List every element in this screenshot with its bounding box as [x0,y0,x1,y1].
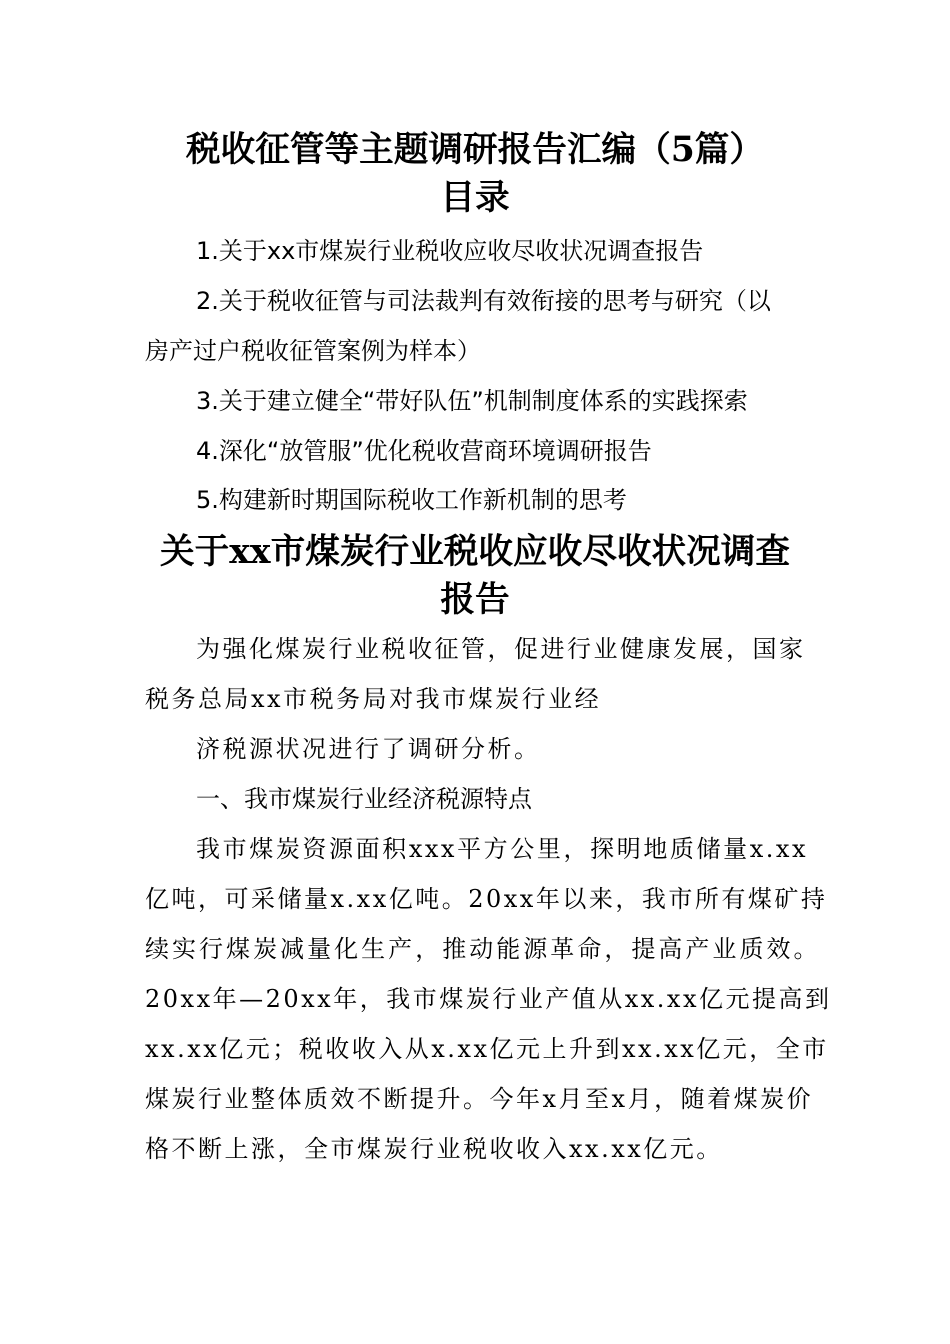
toc-item-2-continued: 房产过户税收征管案例为样本） [145,337,481,365]
paragraph-line-3: 续实行煤炭减量化生产，推动能源革命，提高产业质效。 [145,935,820,963]
toc-item-5: 5.构建新时期国际税收工作新机制的思考 [196,486,627,514]
toc-item-2: 2.关于税收征管与司法裁判有效衔接的思考与研究（以 [196,287,771,315]
document-title: 税收征管等主题调研报告汇编（5篇） [185,129,765,170]
section-1-heading: 一、我市煤炭行业经济税源特点 [196,785,532,813]
paragraph-line-1: 我市煤炭资源面积xxx平方公里，探明地质储量x.xx [196,835,808,863]
intro-line-1: 为强化煤炭行业税收征管，促进行业健康发展，国家 [196,635,806,663]
article-title-line-2: 报告 [440,579,510,620]
intro-line-3: 济税源状况进行了调研分析。 [196,735,541,763]
toc-item-3: 3.关于建立健全“带好队伍”机制制度体系的实践探索 [196,387,748,415]
paragraph-line-5: xx.xx亿元；税收收入从x.xx亿元上升到xx.xx亿元，全市 [145,1035,829,1063]
toc-item-4: 4.深化“放管服”优化税收营商环境调研报告 [196,437,652,465]
toc-item-1: 1.关于xx市煤炭行业税收应收尽收状况调查报告 [196,237,704,265]
paragraph-line-2: 亿吨，可采储量x.xx亿吨。20xx年以来，我市所有煤矿持 [145,885,828,913]
paragraph-line-6: 煤炭行业整体质效不断提升。今年x月至x月，随着煤炭价 [145,1085,814,1113]
paragraph-line-7: 格不断上涨，全市煤炭行业税收收入xx.xx亿元。 [145,1135,723,1163]
article-title-line-1: 关于xx市煤炭行业税收应收尽收状况调查 [160,531,790,572]
toc-heading: 目录 [440,177,510,218]
intro-line-2: 税务总局xx市税务局对我市煤炭行业经 [145,685,602,713]
paragraph-line-4: 20xx年—20xx年，我市煤炭行业产值从xx.xx亿元提高到 [145,985,832,1013]
